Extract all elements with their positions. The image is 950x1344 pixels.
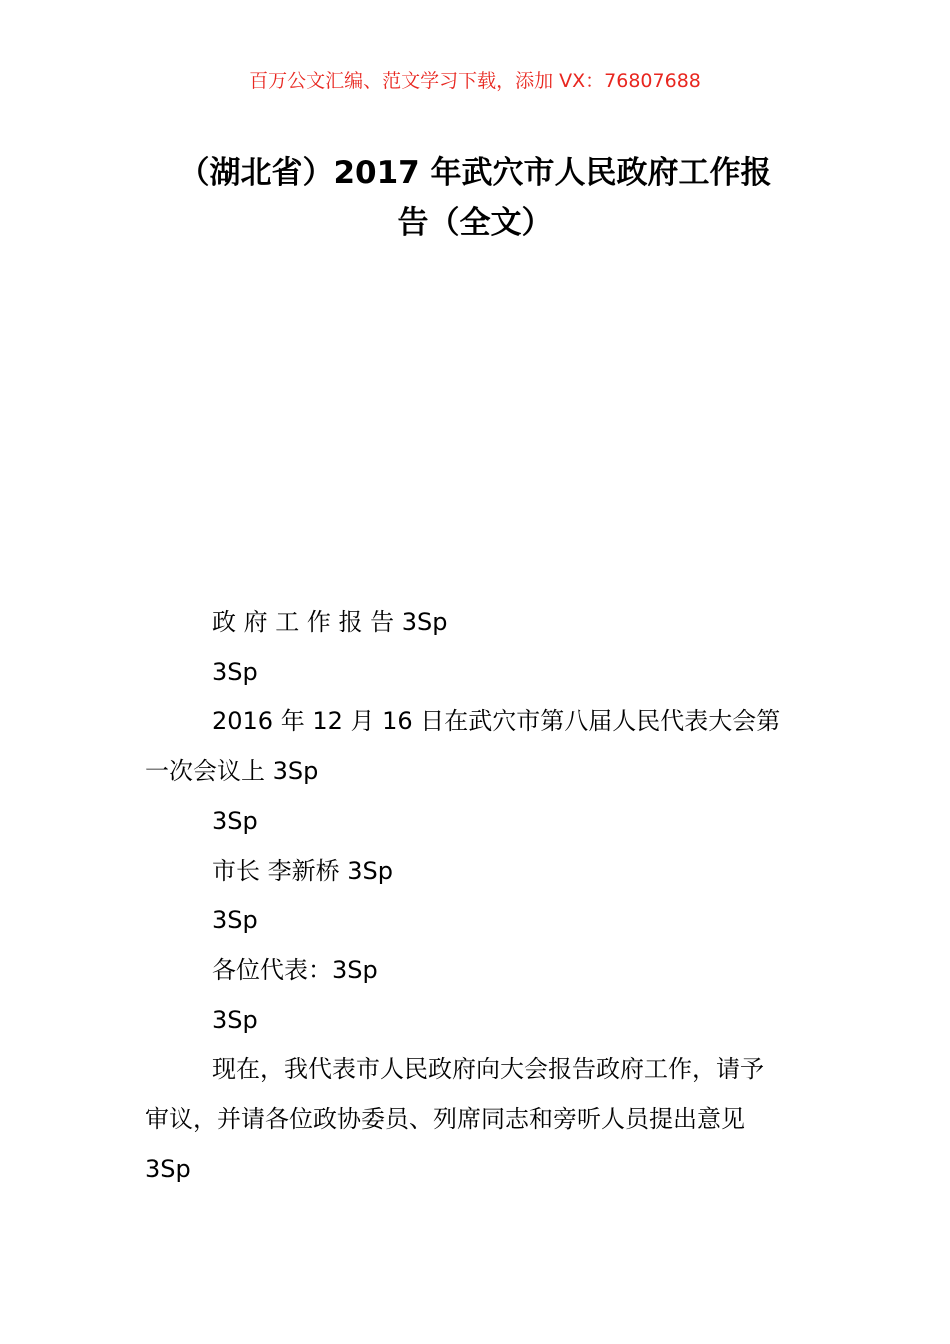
document-body — [145, 598, 810, 1194]
paragraph-mayor-name: 市长 李新桥 3Sp — [212, 856, 393, 885]
promo-header: 百万公文汇编、范文学习下载，添加 VX：76807688 — [249, 70, 701, 92]
paragraph-spacer: 3Sp — [212, 657, 258, 686]
paragraph-intro-line-2: 审议，并请各位政协委员、列席同志和旁听人员提出意见 — [145, 1105, 745, 1134]
paragraph-meeting-date-line-2: 一次会议上 3Sp — [145, 757, 319, 786]
paragraph-meeting-date-line-1: 2016 年 12 月 16 日在武穴市第八届人民代表大会第 — [212, 707, 781, 736]
paragraph-spacer: 3Sp — [212, 906, 258, 935]
paragraph-spacer: 3Sp — [212, 806, 258, 835]
document-title-line-2: 告（全文） — [397, 205, 553, 241]
paragraph-spacer: 3Sp — [212, 1005, 258, 1034]
paragraph-intro-line-1: 现在，我代表市人民政府向大会报告政府工作，请予 — [212, 1055, 764, 1084]
paragraph-intro-line-3: 3Sp — [145, 1154, 191, 1183]
paragraph-salutation: 各位代表：3Sp — [212, 955, 378, 984]
document-title-line-1: （湖北省）2017 年武穴市人民政府工作报 — [178, 155, 772, 191]
document-title — [140, 148, 810, 248]
paragraph-report-heading: 政 府 工 作 报 告 3Sp — [212, 608, 448, 636]
